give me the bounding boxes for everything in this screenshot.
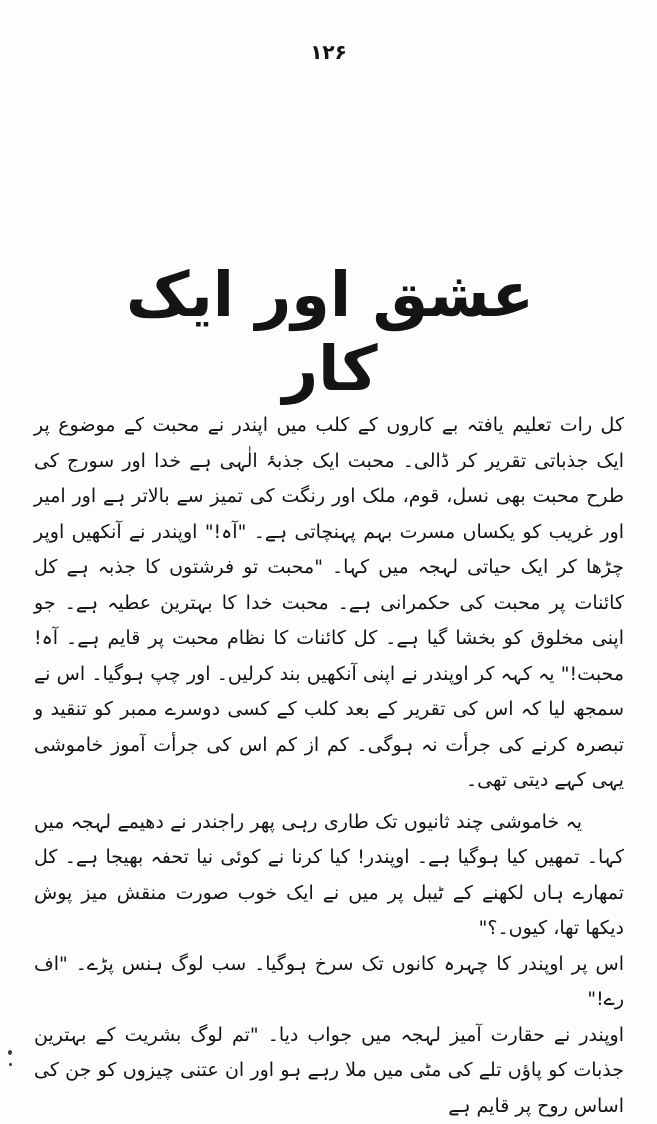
page-number: ۱۲۶	[0, 40, 657, 64]
ink-speck	[8, 1050, 12, 1055]
paragraph: کل رات تعلیم یافتہ بے کاروں کے کلب میں اپندر نے محبت کے موضوع پر ایک جذباتی تقریر کر ڈالی۔ محبت ایک جذبۂ الٰہی ہے خدا اور سورج کی طرح محبت بھی نسل، قوم، ملک اور رنگت کی تمیز سے بالاتر ہے اور امیر اور غریب کو یکساں مسرت بہم پہنچاتی ہے۔ "آہ!" اوپندر نے آنکھیں اوپر چڑھا کر ایک حیاتی لہجہ میں کہا۔ "محبت تو فرشتوں کا جذبہ ہے کل کائنات پر محبت کی حکمرانی ہے۔ محبت خدا کا بہترین عطیہ ہے۔ جو اپنی مخلوق کو بخشا گیا ہے۔ کل کائنات کا نظام محبت پر قایم ہے۔ آہ! محبت!" یہ کہہ کر اوپندر نے اپنی آنکھیں بند کرلیں۔ اور چپ ہوگیا۔ اس نے سمجھ لیا کہ اس کی تقریر کے بعد کلب کے کسی دوسرے ممبر کو تنقید و تبصرہ کرنے کی جرأت نہ ہوگی۔ کم از کم اس کی جرأت آموز خاموشی یہی کہے دیتی تھی۔	[34, 408, 624, 799]
paragraph: اوپندر نے حقارت آمیز لہجہ میں جواب دیا۔ "تم لوگ بشریت کے بہترین جذبات کو پاؤں تلے کی مٹی میں ملا رہے ہو اور ان عتنی چیزوں کو جن کی اساس روح پر قایم ہے	[34, 1018, 624, 1124]
paragraph: اس پر اوپندر کا چہرہ کانوں تک سرخ ہوگیا۔ سب لوگ ہنس پڑے۔ "اف رے!"	[34, 947, 624, 1018]
chapter-body	[34, 408, 624, 1124]
ink-speck	[9, 1063, 12, 1066]
paragraph: یہ خاموشی چند ثانیوں تک طاری رہی پھر راجندر نے دھیمے لہجہ میں کہا۔ تمھیں کیا ہوگیا ہے۔ اوپندر! کیا کرنا نے کوئی نیا تحفہ بھیجا ہے۔ کل تمھارے ہاں لکھنے کے ٹیبل پر میں نے ایک خوب صورت منقش میز پوش دیکھا تھا، کیوں۔؟"	[34, 805, 624, 947]
chapter-title: عشق اور ایک کار	[90, 258, 570, 407]
